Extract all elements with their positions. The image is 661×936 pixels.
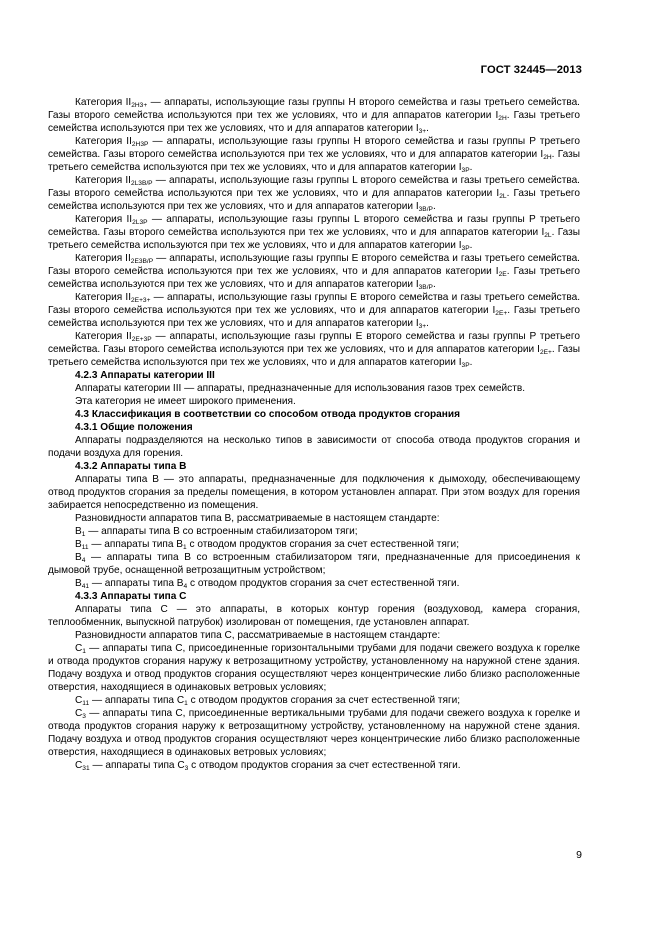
paragraph: [48, 252, 580, 291]
paragraph: [48, 551, 580, 577]
text-run: — аппараты типа B: [89, 578, 184, 589]
subscript: 1: [81, 531, 86, 538]
paragraph: [48, 759, 580, 772]
text-run: 4.3.3 Аппараты типа C: [75, 591, 187, 602]
text-run: с отводом продуктов сгорания за счет естественной тяги;: [186, 539, 459, 550]
section-heading: [48, 369, 580, 382]
subscript: 1: [183, 544, 187, 551]
text-run: . Газы третьего семейства используются при тех же условиях, что и для аппаратов категории I: [48, 305, 581, 329]
text-run: C: [75, 708, 83, 719]
paragraph: [48, 629, 580, 642]
paragraph: [48, 395, 580, 408]
text-run: — аппараты типа C, присоединенные горизонтальными трубами для подачи свежего воздуха к горелке и отвода продуктов сгорания наружу к ветрозащитному устройству, установленному на наружной стене здания. Подачу воздуха и отвод продуктов сгорания осуществляют через концентрические либо близко расположенные отверстия, находящиеся в одинаковых ветровых условиях;: [48, 643, 580, 693]
text-run: . Газы третьего семейства используются при тех же условиях, что и для аппаратов категории I: [48, 344, 581, 368]
subscript: 2H: [498, 115, 507, 122]
subscript: 3B/P: [418, 206, 433, 213]
text-run: .: [469, 162, 473, 173]
text-run: Категория II: [75, 97, 132, 108]
text-run: .: [432, 279, 436, 290]
subscript: 41: [81, 583, 90, 590]
text-run: Категория II: [75, 136, 132, 147]
subscript: 3P: [461, 362, 470, 369]
text-run: C: [75, 643, 83, 654]
text-run: B: [75, 552, 82, 563]
text-run: .: [426, 123, 429, 134]
subscript: 2L3P: [132, 219, 148, 226]
text-run: — аппараты типа B: [88, 539, 184, 550]
text-run: — аппараты типа C: [89, 695, 185, 706]
text-run: . Газы третьего семейства используются при тех же условиях, что и для аппаратов категории I: [48, 110, 581, 134]
text-run: C: [75, 760, 83, 771]
text-run: . Газы третьего семейства используются при тех же условиях, что и для аппаратов категории I: [48, 188, 581, 212]
text-run: C: [75, 695, 83, 706]
subscript: 2L: [499, 193, 507, 200]
text-run: Аппараты типа C — это аппараты, в которых контур горения (воздуховод, камера сгорания, теплообменник, выпускной патрубок) изолирован от помещения, где установлен аппарат.: [48, 604, 580, 628]
paragraph: [48, 707, 580, 759]
subscript: 3: [184, 765, 189, 772]
subscript: 3: [82, 713, 86, 720]
subscript: 3+: [418, 323, 427, 330]
section-heading: [48, 460, 580, 473]
subscript: 11: [82, 700, 90, 707]
subscript: 2L: [544, 232, 552, 239]
text-run: 4.3.2 Аппараты типа B: [75, 461, 187, 472]
text-run: Категория II: [75, 214, 133, 225]
subscript: 31: [82, 765, 90, 772]
text-run: . Газы третьего семейства используются при тех же условиях, что и для аппаратов категории I: [48, 227, 580, 251]
text-run: . Газы третьего семейства используются при тех же условиях, что и для аппаратов категории I: [48, 149, 581, 173]
text-run: — аппараты типа B со встроенным стабилизатором тяги;: [85, 526, 358, 537]
paragraph: [48, 382, 580, 395]
subscript: 2L3B/P: [130, 180, 153, 187]
paragraph: [48, 525, 580, 538]
text-run: Разновидности аппаратов типа B, рассматриваемые в настоящем стандарте:: [75, 513, 440, 524]
subscript: 4: [81, 557, 86, 564]
text-run: .: [469, 240, 473, 251]
paragraph: [48, 512, 580, 525]
text-run: — аппараты, использующие газы группы L второго семейства и газы группы P третьего семейства. Газы второго семейства используются при тех же условиях, что и для аппаратов категории I: [48, 214, 580, 238]
text-run: Категория II: [75, 253, 131, 264]
text-run: 4.3.1 Общие положения: [75, 422, 193, 433]
text-run: Аппараты подразделяются на несколько типов в зависимости от способа отвода продуктов сгорания и подачи воздуха для горения.: [48, 435, 580, 459]
section-heading: [48, 421, 580, 434]
paragraph: [48, 642, 580, 694]
paragraph: [48, 577, 580, 590]
text-run: .: [432, 201, 436, 212]
document-body: [48, 96, 580, 772]
text-run: Эта категория не имеет широкого применения.: [75, 396, 296, 407]
paragraph: [48, 330, 580, 369]
text-run: B: [75, 526, 82, 537]
paragraph: [48, 213, 580, 252]
subscript: 2E+: [495, 310, 508, 317]
section-heading: [48, 408, 580, 421]
text-run: — аппараты, использующие газы группы E второго семейства и газы группы P третьего семейства. Газы второго семейства используются при тех же условиях, что и для аппаратов категории I: [48, 331, 580, 355]
text-run: — аппараты типа B со встроенным стабилизатором тяги, предназначенные для присоединения к дымовой трубе, оснащенной ветрозащитным устройством;: [48, 552, 580, 576]
subscript: 4: [183, 583, 188, 590]
subscript: 2E3B/P: [130, 258, 154, 265]
text-run: Аппараты типа B — это аппараты, предназначенные для подключения к дымоходу, обеспечивающему отвод продуктов сгорания за пределы помещения, в котором установлен аппарат. При этом воздух для горения забирается непосредственно из помещения.: [48, 474, 580, 511]
subscript: 3+: [418, 128, 427, 135]
paragraph: [48, 135, 580, 174]
subscript: 2E+: [539, 349, 552, 356]
subscript: 3P: [461, 245, 470, 252]
subscript: 2H3+: [131, 102, 148, 109]
subscript: 2E: [498, 271, 507, 278]
text-run: — аппараты, использующие газы группы H второго семейства и газы группы P третьего семейства. Газы второго семейства используются при тех же условиях, что и для аппаратов категории I: [48, 136, 580, 160]
text-run: с отводом продуктов сгорания за счет естественной тяги;: [187, 695, 461, 706]
section-heading: [48, 590, 580, 603]
text-run: .: [469, 357, 473, 368]
paragraph: [48, 174, 580, 213]
subscript: 1: [184, 700, 188, 707]
text-run: Категория II: [75, 175, 131, 186]
text-run: с отводом продуктов сгорания за счет естественной тяги.: [187, 578, 460, 589]
paragraph: [48, 603, 580, 629]
text-run: 4.2.3 Аппараты категории III: [75, 370, 215, 381]
subscript: 2H: [543, 154, 552, 161]
subscript: 2H3P: [131, 141, 149, 148]
text-run: — аппараты, использующие газы группы E второго семейства и газы третьего семейства. Газы второго семейства используются при тех же условиях, что и для аппаратов категории I: [48, 253, 580, 277]
text-run: . Газы третьего семейства используются при тех же условиях, что и для аппаратов категории I: [48, 266, 581, 290]
paragraph: [48, 538, 580, 551]
page-number: 9: [576, 849, 582, 861]
paragraph: [48, 473, 580, 512]
text-run: B: [75, 578, 82, 589]
paragraph: [48, 434, 580, 460]
text-run: с отводом продуктов сгорания за счет естественной тяги.: [188, 760, 461, 771]
text-run: — аппараты типа C, присоединенные вертикальными трубами для подачи свежего воздуха к горелке и отвода продуктов сгорания наружу к ветрозащитному устройству, установленному на наружной стене здания. Подачу воздуха и отвод продуктов сгорания осуществляют через концентрические либо близко расположенные отверстия, находящиеся в одинаковых ветровых условиях;: [48, 708, 580, 758]
text-run: Разновидности аппаратов типа C, рассматриваемые в настоящем стандарте:: [75, 630, 441, 641]
standard-header: ГОСТ 32445—2013: [480, 64, 582, 76]
text-run: — аппараты типа C: [89, 760, 185, 771]
paragraph: [48, 694, 580, 707]
subscript: 11: [81, 544, 89, 551]
text-run: B: [75, 539, 82, 550]
text-run: Категория II: [75, 331, 132, 342]
text-run: Аппараты категории III — аппараты, предназначенные для использования газов трех семейств.: [75, 383, 526, 394]
text-run: — аппараты, использующие газы группы L второго семейства и газы третьего семейства. Газы второго семейства используются при тех же условиях, что и для аппаратов категории I: [48, 175, 580, 199]
text-run: — аппараты, использующие газы группы E второго семейства и газы третьего семейства. Газы второго семейства используются при тех же условиях, что и для аппаратов категории I: [48, 292, 580, 316]
subscript: 3B/P: [418, 284, 433, 291]
text-run: — аппараты, использующие газы группы H второго семейства и газы третьего семейства. Газы второго семейства используются при тех же условиях, что и для аппаратов категории I: [48, 97, 580, 121]
text-run: 4.3 Классификация в соответствии со способом отвода продуктов сгорания: [75, 409, 460, 420]
paragraph: [48, 96, 580, 135]
subscript: 2E+3P: [131, 336, 152, 343]
text-run: Категория II: [75, 292, 132, 303]
subscript: 2E+3+: [131, 297, 151, 304]
subscript: 3P: [461, 167, 470, 174]
paragraph: [48, 291, 580, 330]
text-run: .: [426, 318, 429, 329]
subscript: 1: [82, 648, 86, 655]
